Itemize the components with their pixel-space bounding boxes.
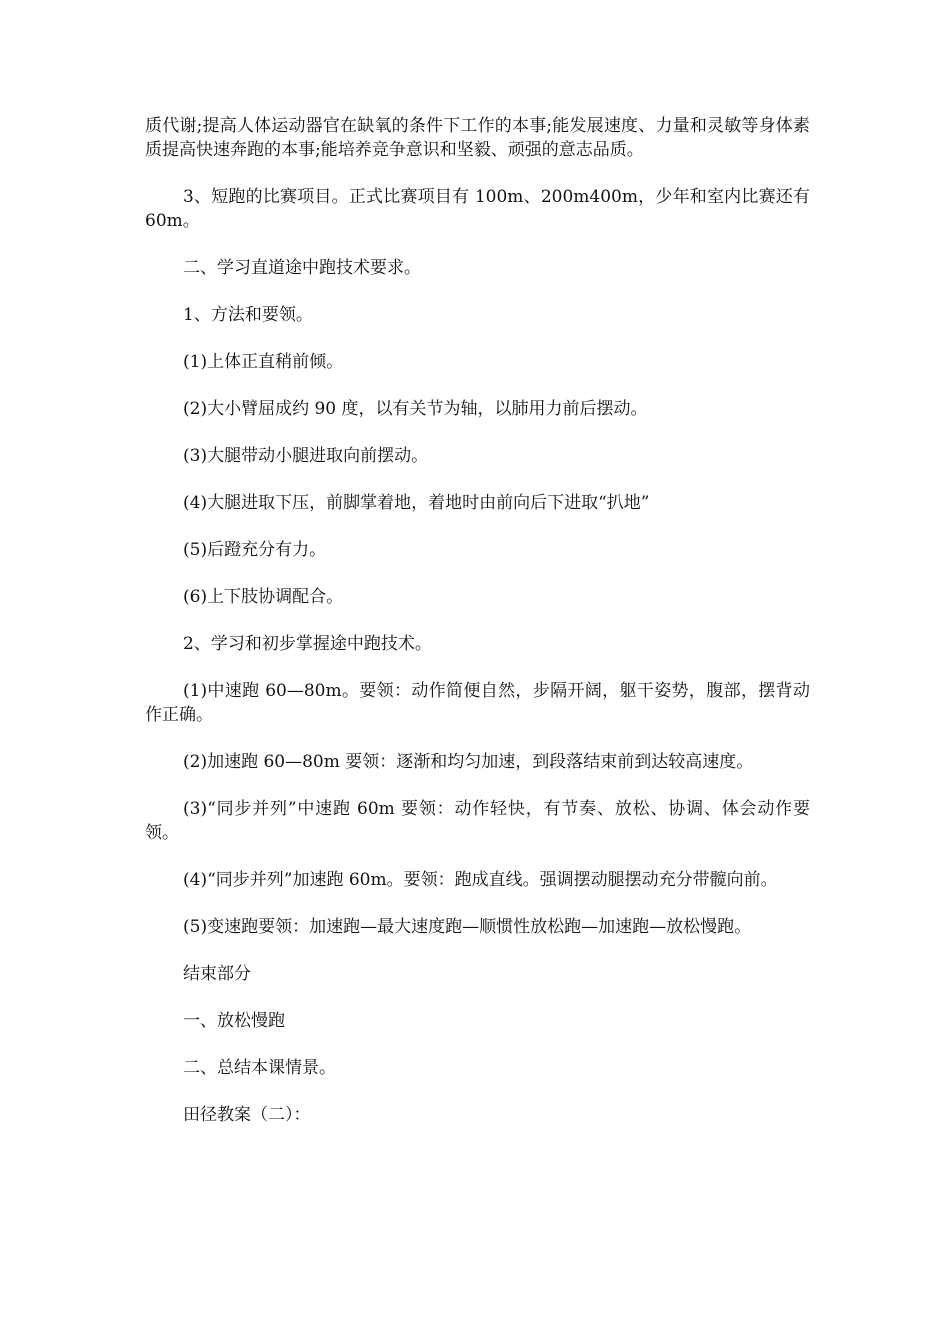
list-item: (1)中速跑 60—80m。要领：动作简便自然，步隔开阔，躯干姿势，腹部，摆背动作正确。 [145, 681, 810, 725]
list-item: (4)“同步并列”加速跑 60m。要领：跑成直线。强调摆动腿摆动充分带髋向前。 [183, 870, 778, 890]
list-item: (3)“同步并列”中速跑 60m 要领：动作轻快，有节奏、放松、协调、体会动作要领。 [145, 799, 810, 843]
list-item: (5)变速跑要领：加速跑—最大速度跑—顺惯性放松跑—加速跑—放松慢跑。 [183, 917, 752, 937]
list-item: (3)大腿带动小腿进取向前摆动。 [183, 446, 429, 466]
list-item: (4)大腿进取下压，前脚掌着地，着地时由前向后下进取“扒地” [183, 493, 650, 513]
section-heading-ending: 结束部分 [183, 964, 251, 984]
list-item: 二、总结本课情景。 [183, 1058, 336, 1078]
subheading-learn-technique: 2、学习和初步掌握途中跑技术。 [183, 634, 432, 654]
paragraph-continuation: 质代谢;提高人体运动器官在缺氧的条件下工作的本事;能发展速度、力量和灵敏等身体素质提高快速奔跑的本事;能培养竞争意识和坚毅、顽强的意志品质。 [145, 116, 810, 160]
list-item: (2)加速跑 60—80m 要领：逐渐和均匀加速，到段落结束前到达较高速度。 [183, 752, 754, 772]
list-item: (5)后蹬充分有力。 [183, 540, 327, 560]
section-heading-lesson-two: 田径教案（二）： [183, 1105, 311, 1125]
subheading-method: 1、方法和要领。 [183, 305, 313, 325]
list-item: 一、放松慢跑 [183, 1011, 285, 1031]
paragraph-sprint-events: 3、短跑的比赛项目。正式比赛项目有 100m、200m400m，少年和室内比赛还有 60m。 [145, 187, 816, 231]
section-heading-straight-running: 二、学习直道途中跑技术要求。 [183, 258, 421, 278]
list-item: (2)大小臂屈成约 90 度，以有关节为轴，以肺用力前后摆动。 [183, 399, 648, 419]
document-body [145, 114, 816, 1150]
list-item: (6)上下肢协调配合。 [183, 587, 344, 607]
list-item: (1)上体正直稍前倾。 [183, 352, 344, 372]
